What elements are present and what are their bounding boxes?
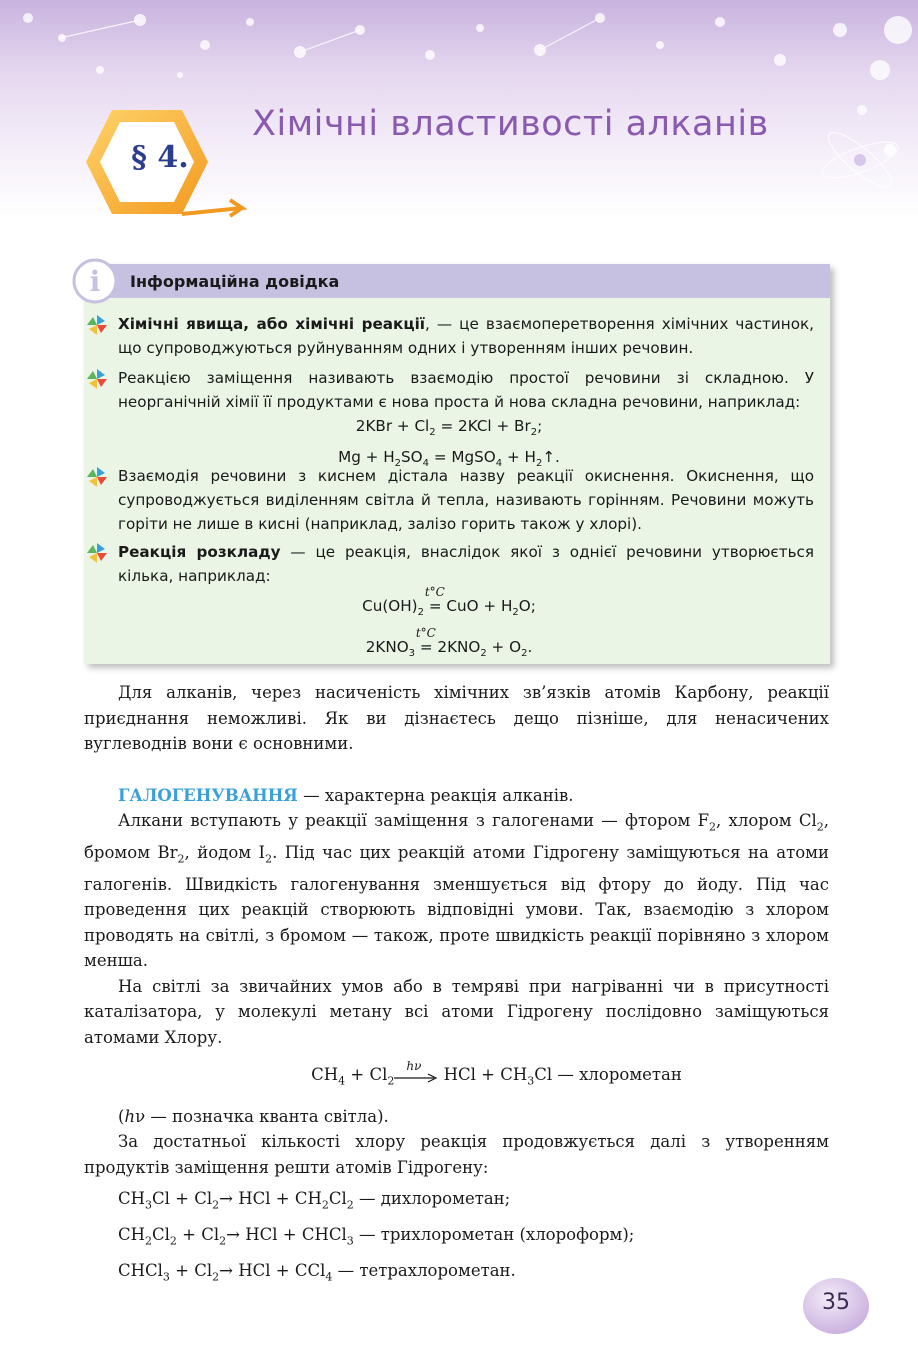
equation-trichloromethane: $CH_2Cl_2 + Cl_2\to$ HCl + CHCl$_3$ — трихлорометан (хлороформ);: [118, 1225, 635, 1248]
main-text: [84, 680, 829, 1290]
pinwheel-bullet-icon: [86, 466, 108, 488]
info-item-decomposition: [84, 540, 814, 666]
chapter-title: Хімічні властивості алканів: [252, 104, 769, 144]
section-label: § 4.: [131, 140, 189, 175]
item1-text: , — це взаємоперетворення хімічних частинок, що супроводжуються руйнуванням одних і утворенням інших речовин.: [118, 315, 815, 357]
equation-kno3: $2KNO_3$ t°C = $2KNO_2 + O_2$.: [365, 626, 533, 660]
page-number: 35: [822, 1290, 850, 1315]
paragraph-further-substitution: За достатньої кількості хлору реакція продовжується далі з утворенням продуктів заміщення решти атомів Гідрогену:: [84, 1132, 829, 1177]
long-arrow-icon: hν: [394, 1068, 438, 1084]
item3-text: Взаємодія речовини з киснем дістала назву реакції окиснення. Окиснення, що супроводжується виділенням світла й тепла, називають горінням. Речовини можуть горіти не лише в кисні (наприклад, залізо горить також у хлорі).: [118, 467, 814, 533]
term-halogenation: ГАЛОГЕНУВАННЯ: [118, 785, 298, 805]
pinwheel-bullet-icon: [86, 368, 108, 390]
equation-chloromethane: $CH_4 + Cl_2$ hν HCl + $CH_3Cl$ — хлорометан: [311, 1058, 682, 1088]
info-reference-box: [84, 264, 830, 664]
item4-text: — це реакція, внаслідок якої з однієї речовини утворюється кілька, наприклад:: [118, 543, 815, 585]
equation-mg: $Mg + H_2SO_4$ = MgSO$_4$ + $H_2↑$.: [338, 448, 560, 470]
paragraph-alkanes-addition: Для алканів, через насиченість хімічних зв’язків атомів Карбону, реакції приєднання неможливі. Як ви дізнаєтесь дещо пізніше, для ненасичених вуглеводнів вони є основними.: [84, 683, 829, 753]
info-title: Інформаційна довідка: [130, 272, 340, 291]
paragraph-quantum-note: (hν — позначка кванта світла).: [118, 1106, 389, 1126]
info-item-oxidation: [84, 464, 814, 536]
info-icon: [72, 258, 118, 304]
equation-cuoh2: $Cu(OH)_2$ t°C = CuO + $H_2O$;: [362, 585, 536, 619]
paragraph-methane: На світлі за звичайних умов або в темряві при нагріванні чи в присутності каталізатора, у молекулі метану всі атоми Гідрогену послідовно заміщуються атомами Хлору.: [84, 976, 829, 1047]
info-item-chemical-reactions: [84, 312, 814, 360]
equation-dichloromethane: $CH_3Cl + Cl_2\to$ HCl + $CH_2Cl_2$ — дихлорометан;: [118, 1189, 511, 1212]
pinwheel-bullet-icon: [86, 314, 108, 336]
paragraph-halogens: Алкани вступають у реакції заміщення з галогенами — фтором $F_2$, хлором $Cl_2$, бромом $Br_2$, йодом $I_2$. Під час цих реакцій атоми Гідрогену заміщуються на атоми галогенів. Швидкість галогенування зменшується від фтору до йоду. Під час проведення цих реакцій створюють відповідні умови. Так, взаємодію з хлором проводять на світлі, з бромом — також, проте швидкість реакції порівняно з хлором менша.: [84, 811, 829, 971]
equation-kbr: $2KBr + Cl_2 = 2KCl + Br_2$;: [355, 417, 543, 439]
term-chemical-reactions: Хімічні явища, або хімічні реакції: [118, 315, 426, 333]
item2-text: Реакцією заміщення називають взаємодію простої речовини зі складною. У неорганічній хімії її продуктами є нова проста й нова складна речовини, наприклад:: [118, 369, 814, 411]
pinwheel-bullet-icon: [86, 542, 108, 564]
info-header: [84, 264, 830, 298]
info-item-substitution: [84, 366, 814, 476]
svg-text:i: i: [89, 265, 101, 298]
paragraph-halogenation-term: ГАЛОГЕНУВАННЯ — характерна реакція алканів.: [118, 785, 574, 805]
equation-tetrachloromethane: CHCl$_3$ + $Cl_2\to$ HCl + CCl$_4$ — тетрахлорометан.: [118, 1260, 516, 1284]
term-decomposition: Реакція розкладу: [118, 543, 281, 561]
